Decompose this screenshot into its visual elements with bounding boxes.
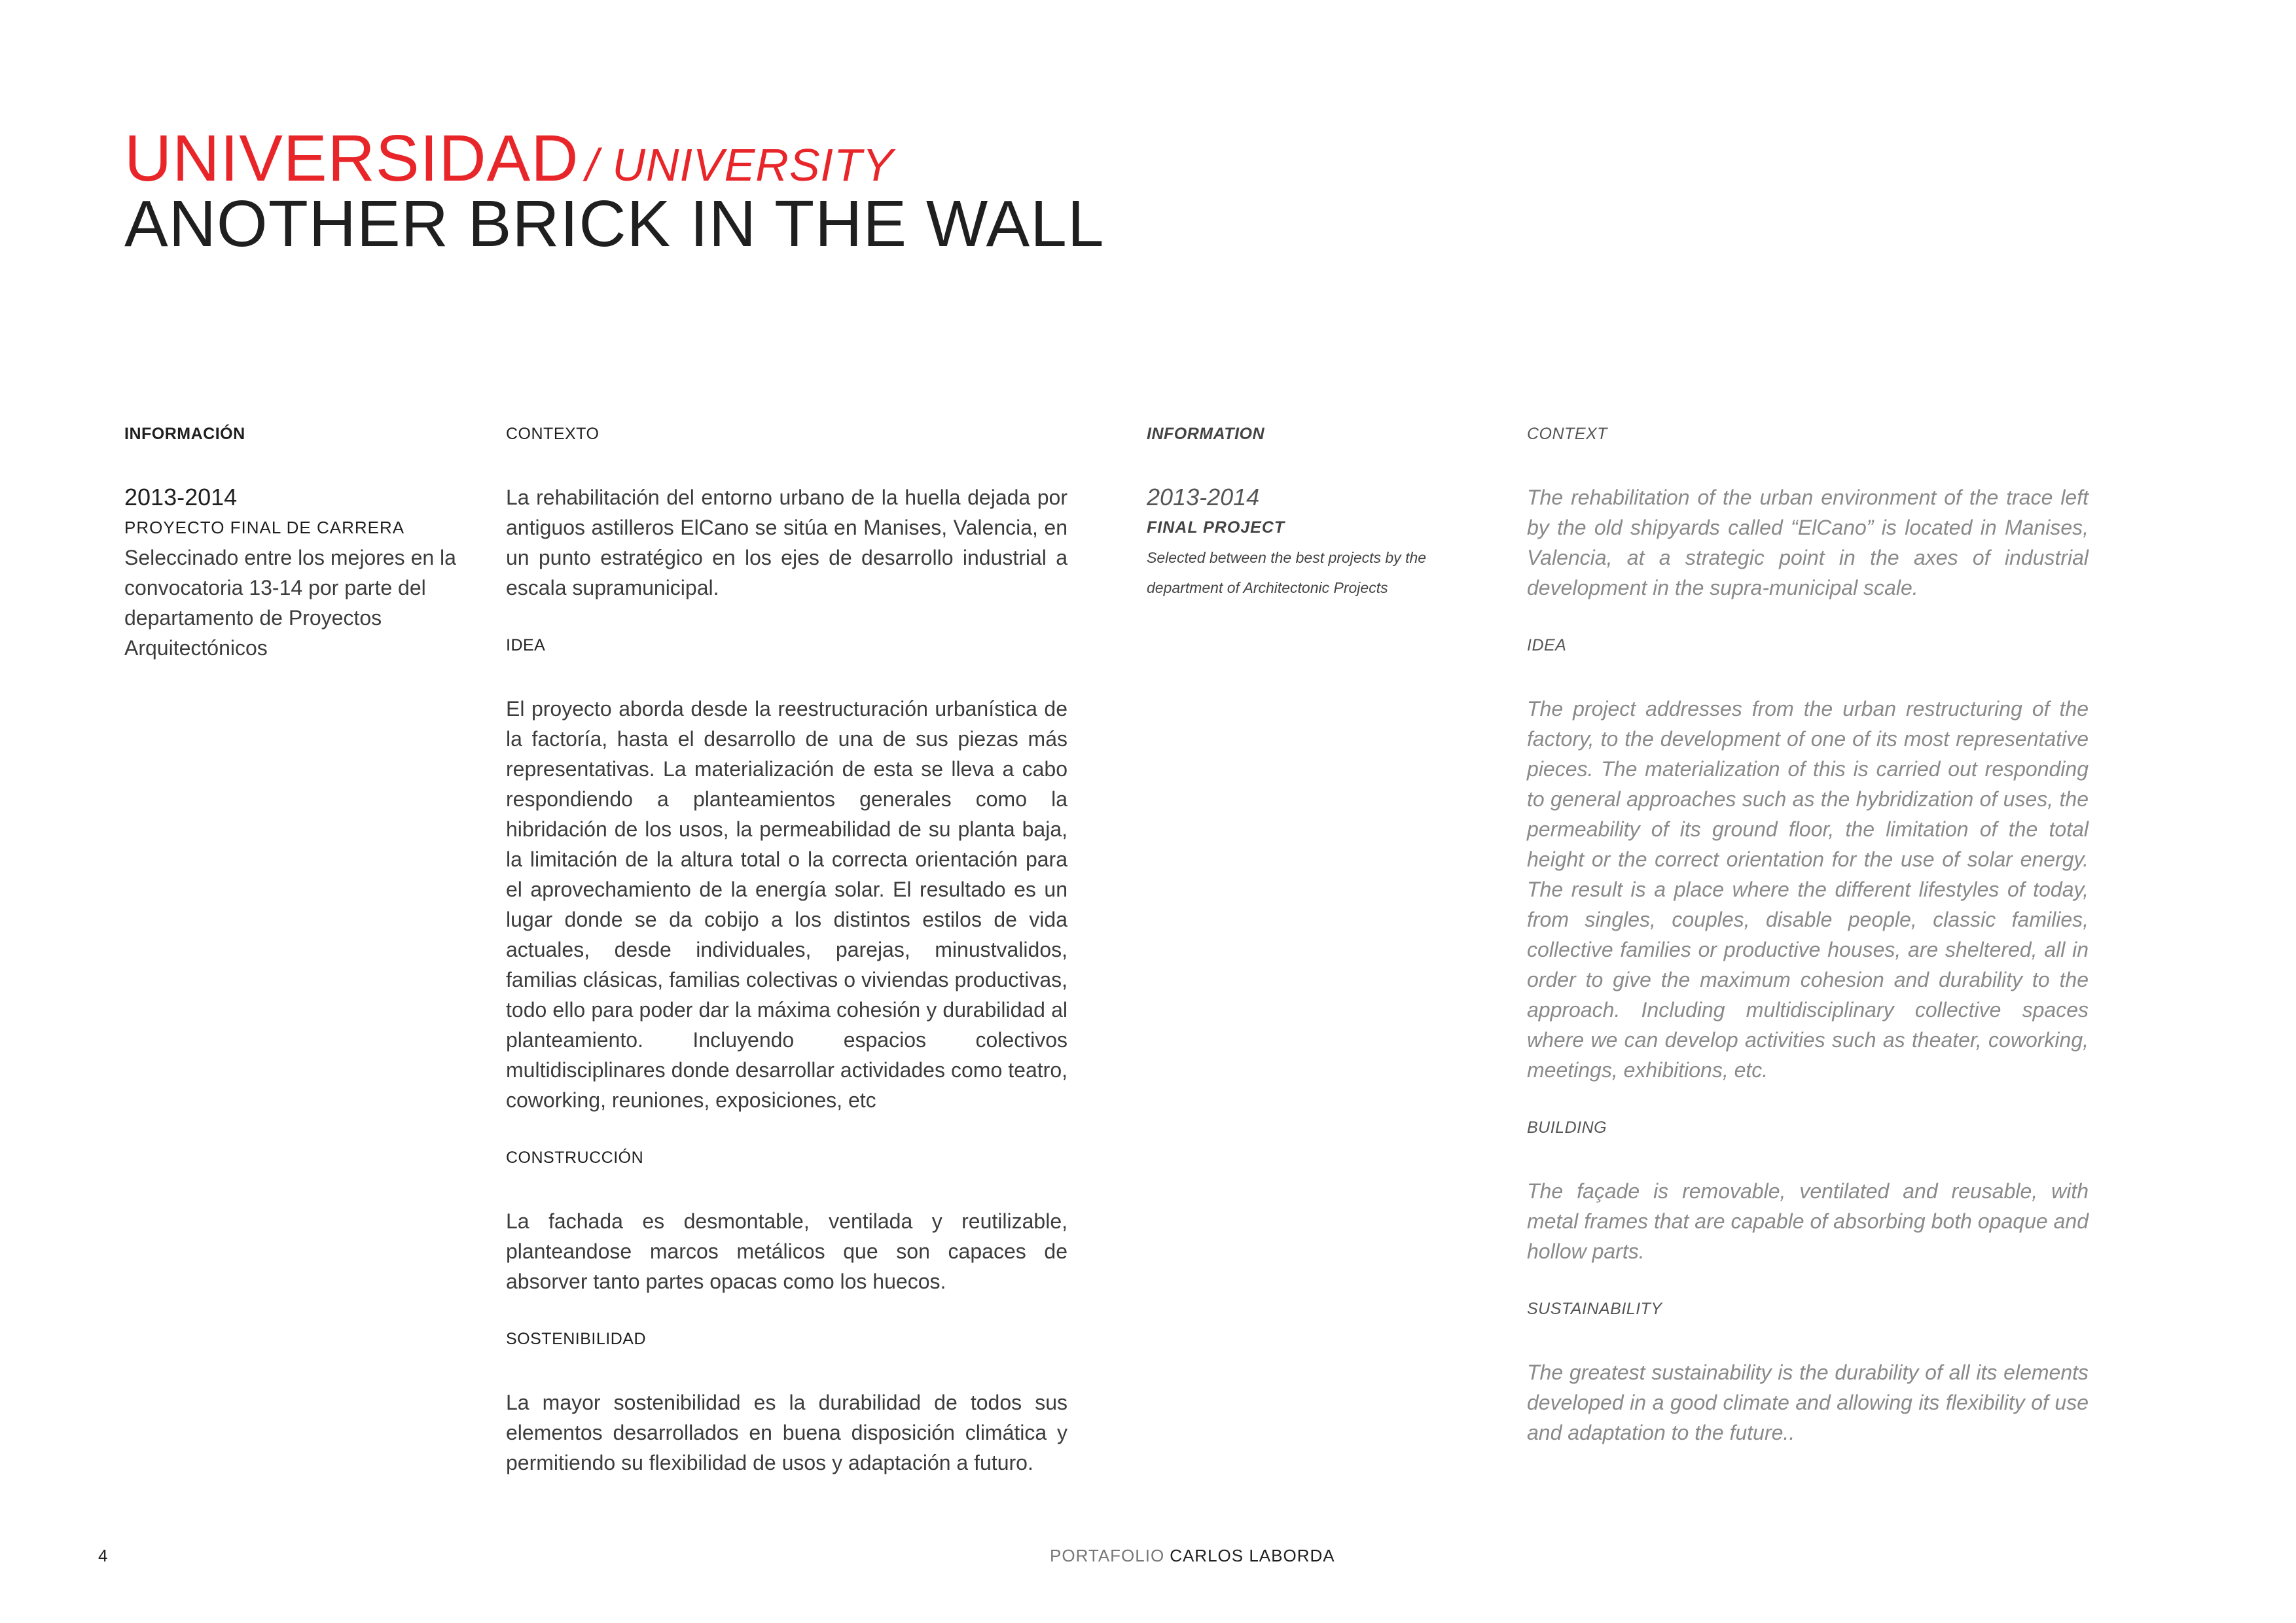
author-name: CARLOS LABORDA	[1170, 1546, 1335, 1565]
text-column-en	[1527, 424, 2089, 1448]
info-column-en	[1147, 424, 1474, 603]
project-year-en: 2013-2014	[1147, 484, 1260, 510]
sustainability-text-es: La mayor sostenibilidad es la durabilidad de todos sus elementos desarrollados en buena disposición climática y permitiendo su flexibilidad de usos y adaptación a futuro.	[506, 1391, 1067, 1474]
project-type-en: FINAL PROJECT	[1147, 518, 1285, 537]
context-text-en: The rehabilitation of the urban environment of the trace left by the old shipyards called “ElCano” is located in Manises, Valencia, at a strategic point in the axes of industrial development in the supra-municipal scale.	[1527, 486, 2089, 599]
project-title: ANOTHER BRICK IN THE WALL	[124, 187, 1105, 260]
idea-text-es: El proyecto aborda desde la reestructuración urbanística de la factoría, hasta el desarrollo de una de sus piezas más representativas. La materialización de esta se lleva a cabo respondiendo a planteamientos generales como la hibridación de los usos, la permeabilidad de su planta baja, la limitación de la altura total o la correcta orientación para el aprovechamiento de la energía solar. El resultado es un lugar donde se da cobijo a los distintos estilos de vida actuales, desde individuales, parejas, minustvalidos, familias clásicas, familias colectivas o viviendas productivas, todo ello para poder dar la máxima cohesión y durabilidad al planteamiento. Incluyendo espacios colectivos multidisciplinares donde desarrollar actividades como teatro, coworking, reuniones, exposiciones, etc	[506, 697, 1067, 1112]
section-title-es: UNIVERSIDAD	[124, 122, 579, 195]
idea-heading-en: IDEA	[1527, 636, 1567, 654]
context-text-es: La rehabilitación del entorno urbano de la huella dejada por antiguos astilleros ElCano se sitúa en Manises, Valencia, en un punto estratégico en los ejes de desarrollo industrial a escala supramunicipal.	[506, 486, 1067, 599]
construction-heading-es: CONSTRUCCIÓN	[506, 1149, 644, 1167]
building-text-en: The façade is removable, ventilated and reusable, with metal frames that are capable of absorbing both opaque and hollow parts.	[1527, 1179, 2089, 1263]
info-column-es	[124, 424, 471, 663]
idea-text-en: The project addresses from the urban restructuring of the factory, to the development of one of its most representative pieces. The materialization of this is carried out responding to general approaches such as the hybridization of uses, the permeability of its ground floor, the limitation of the total height or the correct orientation for the use of solar energy. The result is a place where the different lifestyles of today, from singles, couples, disable people, classic families, collective families or productive houses, are sheltered, all in order to give the maximum cohesion and durability to the approach. Including multidisciplinary collective spaces where we can develop activities such as theater, coworking, meetings, exhibitions, etc.	[1527, 697, 2089, 1082]
project-type-es: PROYECTO FINAL DE CARRERA	[124, 518, 405, 537]
sustainability-heading-en: SUSTAINABILITY	[1527, 1300, 1662, 1318]
sustainability-heading-es: SOSTENIBILIDAD	[506, 1330, 646, 1348]
project-year-es: 2013-2014	[124, 484, 238, 510]
context-heading-en: CONTEXT	[1527, 425, 1607, 443]
project-description-en: Selected between the best projects by the department of Architectonic Projects	[1147, 549, 1427, 596]
construction-text-es: La fachada es desmontable, ventilada y reutilizable, planteandose marcos metálicos que son capaces de absorver tanto partes opacas como los huecos.	[506, 1209, 1067, 1293]
building-heading-en: BUILDING	[1527, 1118, 1607, 1137]
portfolio-label: PORTAFOLIO	[1050, 1546, 1165, 1565]
idea-heading-es: IDEA	[506, 636, 546, 654]
info-heading-en: INFORMATION	[1147, 425, 1265, 443]
info-heading-es: INFORMACIÓN	[124, 425, 245, 443]
text-column-es	[506, 424, 1067, 1478]
footer-credit	[1050, 1546, 1335, 1565]
section-title-en: / UNIVERSITY	[585, 139, 894, 190]
context-heading-es: CONTEXTO	[506, 425, 600, 443]
sustainability-text-en: The greatest sustainability is the durability of all its elements developed in a good climate and allowing its flexibility of use and adaptation to the future..	[1527, 1361, 2089, 1444]
page-number: 4	[98, 1546, 108, 1565]
project-description-es: Seleccinado entre los mejores en la convocatoria 13-14 por parte del departamento de Proyectos Arquitectónicos	[124, 546, 456, 660]
